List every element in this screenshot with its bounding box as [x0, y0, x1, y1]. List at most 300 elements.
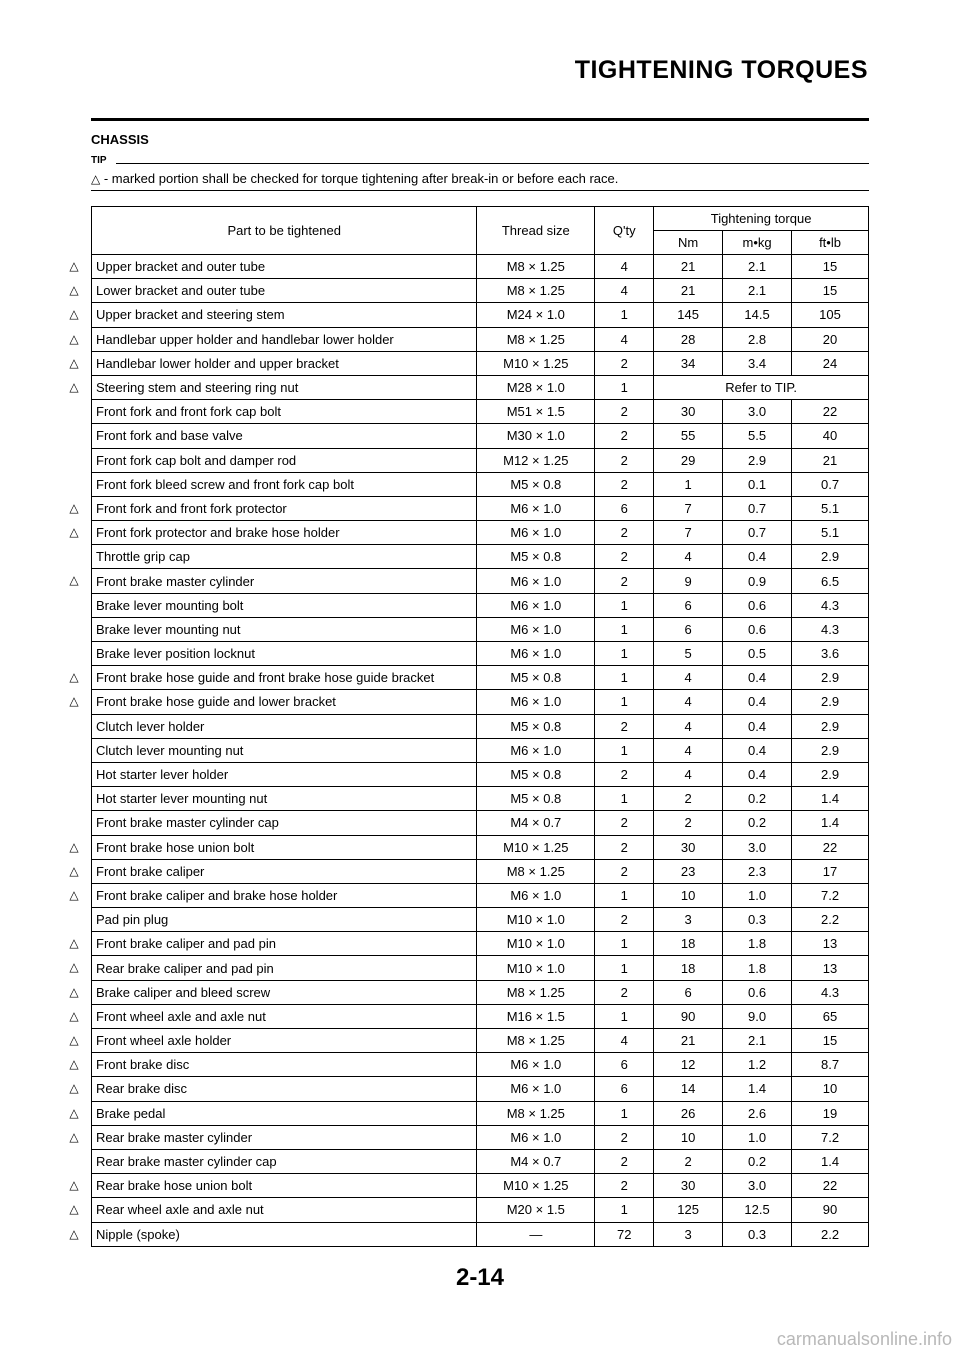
- cell-thread-size: M6 × 1.0: [477, 496, 595, 520]
- cell-thread-size: M8 × 1.25: [477, 1101, 595, 1125]
- cell-part: Brake lever position locknut: [92, 642, 477, 666]
- cell-thread-size: M8 × 1.25: [477, 859, 595, 883]
- cell-part: Brake lever mounting nut: [92, 617, 477, 641]
- cell-ftlb: 2.2: [792, 1222, 869, 1246]
- triangle-icon: △: [69, 573, 79, 588]
- cell-nm: 6: [654, 980, 723, 1004]
- triangle-icon: △: [69, 839, 79, 854]
- table-row: [92, 762, 869, 786]
- table-row: [92, 424, 869, 448]
- cell-part: Front brake caliper: [92, 859, 477, 883]
- cell-mkg: 0.7: [723, 521, 792, 545]
- mark-empty: [62, 810, 86, 834]
- table-row: [92, 593, 869, 617]
- page-number: 2-14: [455, 1264, 505, 1291]
- cell-ftlb: 24: [792, 351, 869, 375]
- cell-thread-size: M8 × 1.25: [477, 327, 595, 351]
- triangle-icon: △: [69, 887, 79, 902]
- triangle-icon: △: [69, 670, 79, 685]
- cell-nm: 28: [654, 327, 723, 351]
- table-row: [92, 690, 869, 714]
- cell-nm: 6: [654, 593, 723, 617]
- cell-part: Rear wheel axle and axle nut: [92, 1198, 477, 1222]
- cell-mkg: 2.3: [723, 859, 792, 883]
- table-row: [92, 279, 869, 303]
- cell-part: Hot starter lever holder: [92, 762, 477, 786]
- cell-thread-size: M28 × 1.0: [477, 375, 595, 399]
- triangle-icon: △: [69, 1129, 79, 1144]
- triangle-icon: △: [69, 1033, 79, 1047]
- cell-qty: 2: [595, 714, 654, 738]
- table-row: [92, 787, 869, 811]
- triangle-icon: △: [69, 379, 79, 394]
- cell-nm: 2: [654, 1149, 723, 1173]
- header-tightening-torque: Tightening torque: [654, 207, 869, 231]
- mark-empty: [62, 641, 86, 665]
- cell-thread-size: M4 × 0.7: [477, 811, 595, 835]
- cell-part: Rear brake master cylinder: [92, 1125, 477, 1149]
- cell-ftlb: 105: [792, 303, 869, 327]
- check-marks-column: [62, 254, 86, 1246]
- cell-ftlb: 22: [792, 835, 869, 859]
- tip-label: TIP: [91, 155, 107, 166]
- cell-part: Front brake hose guide and front brake hose guide bracket: [92, 666, 477, 690]
- cell-nm: 21: [654, 1029, 723, 1053]
- table-row: [92, 303, 869, 327]
- table-row: [92, 811, 869, 835]
- cell-mkg: 0.4: [723, 762, 792, 786]
- cell-qty: 2: [595, 908, 654, 932]
- cell-nm: 10: [654, 1125, 723, 1149]
- cell-thread-size: M5 × 0.8: [477, 545, 595, 569]
- cell-mkg: 0.4: [723, 666, 792, 690]
- cell-part: Handlebar lower holder and upper bracket: [92, 351, 477, 375]
- cell-qty: 2: [595, 472, 654, 496]
- triangle-icon: △: [69, 259, 79, 273]
- cell-part: Throttle grip cap: [92, 545, 477, 569]
- cell-thread-size: M6 × 1.0: [477, 642, 595, 666]
- cell-ftlb: 13: [792, 956, 869, 980]
- cell-part: Front brake master cylinder: [92, 569, 477, 593]
- cell-qty: 1: [595, 617, 654, 641]
- cell-thread-size: M10 × 1.25: [477, 1174, 595, 1198]
- table-row: [92, 932, 869, 956]
- cell-nm: 29: [654, 448, 723, 472]
- cell-part: Front wheel axle holder: [92, 1029, 477, 1053]
- cell-nm: 7: [654, 496, 723, 520]
- triangle-icon: △: [69, 1202, 79, 1217]
- cell-nm: 5: [654, 642, 723, 666]
- cell-nm: 55: [654, 424, 723, 448]
- cell-nm: 26: [654, 1101, 723, 1125]
- cell-qty: 1: [595, 1198, 654, 1222]
- triangle-icon: △: [69, 1008, 79, 1023]
- cell-mkg: 1.8: [723, 956, 792, 980]
- table-row: [92, 980, 869, 1004]
- cell-nm: 3: [654, 908, 723, 932]
- cell-ftlb: 1.4: [792, 787, 869, 811]
- cell-thread-size: M6 × 1.0: [477, 593, 595, 617]
- cell-mkg: 0.3: [723, 1222, 792, 1246]
- table-row: [92, 1029, 869, 1053]
- cell-qty: 1: [595, 932, 654, 956]
- cell-ftlb: 4.3: [792, 980, 869, 1004]
- cell-part: Front fork protector and brake hose holder: [92, 521, 477, 545]
- triangle-icon: △: [69, 1226, 79, 1241]
- cell-part: Brake lever mounting bolt: [92, 593, 477, 617]
- triangle-icon: △: [69, 960, 79, 975]
- cell-qty: 2: [595, 424, 654, 448]
- header-part: Part to be tightened: [92, 207, 477, 255]
- cell-mkg: 2.8: [723, 327, 792, 351]
- cell-ftlb: 17: [792, 859, 869, 883]
- cell-nm: 4: [654, 690, 723, 714]
- cell-thread-size: M6 × 1.0: [477, 1053, 595, 1077]
- triangle-icon: △: [69, 1178, 79, 1193]
- cell-part: Front brake disc: [92, 1053, 477, 1077]
- cell-qty: 2: [595, 811, 654, 835]
- cell-nm: 7: [654, 521, 723, 545]
- cell-thread-size: M8 × 1.25: [477, 1029, 595, 1053]
- cell-thread-size: M6 × 1.0: [477, 1125, 595, 1149]
- cell-qty: 2: [595, 448, 654, 472]
- cell-ftlb: 8.7: [792, 1053, 869, 1077]
- cell-qty: 4: [595, 255, 654, 279]
- cell-part: Front brake hose guide and lower bracket: [92, 690, 477, 714]
- cell-nm: 18: [654, 932, 723, 956]
- cell-mkg: 9.0: [723, 1004, 792, 1028]
- mark-empty: [62, 762, 86, 786]
- cell-qty: 2: [595, 545, 654, 569]
- triangle-icon: △: [69, 307, 79, 322]
- triangle-icon: △: [69, 863, 79, 878]
- cell-thread-size: M5 × 0.8: [477, 472, 595, 496]
- cell-qty: 2: [595, 762, 654, 786]
- table-row: [92, 327, 869, 351]
- cell-qty: 1: [595, 666, 654, 690]
- cell-qty: 4: [595, 1029, 654, 1053]
- cell-thread-size: M8 × 1.25: [477, 255, 595, 279]
- cell-nm: 30: [654, 400, 723, 424]
- cell-ftlb: 22: [792, 1174, 869, 1198]
- triangle-icon: △: [69, 1105, 79, 1120]
- cell-nm: 90: [654, 1004, 723, 1028]
- table-row: [92, 351, 869, 375]
- table-row: [92, 472, 869, 496]
- cell-mkg: 3.0: [723, 400, 792, 424]
- cell-thread-size: M5 × 0.8: [477, 787, 595, 811]
- cell-ftlb: 4.3: [792, 617, 869, 641]
- table-row: [92, 400, 869, 424]
- cell-thread-size: M6 × 1.0: [477, 690, 595, 714]
- cell-ftlb: 20: [792, 327, 869, 351]
- cell-mkg: 3.0: [723, 835, 792, 859]
- torque-table: [91, 206, 869, 1247]
- cell-ftlb: 15: [792, 1029, 869, 1053]
- table-row: [92, 908, 869, 932]
- cell-mkg: 2.1: [723, 255, 792, 279]
- cell-thread-size: M10 × 1.25: [477, 835, 595, 859]
- cell-note: Refer to TIP.: [654, 375, 869, 399]
- cell-qty: 1: [595, 956, 654, 980]
- cell-part: Brake pedal: [92, 1101, 477, 1125]
- cell-thread-size: M10 × 1.0: [477, 908, 595, 932]
- cell-mkg: 0.2: [723, 1149, 792, 1173]
- cell-ftlb: 7.2: [792, 1125, 869, 1149]
- cell-part: Rear brake hose union bolt: [92, 1174, 477, 1198]
- cell-nm: 30: [654, 1174, 723, 1198]
- cell-thread-size: M20 × 1.5: [477, 1198, 595, 1222]
- cell-thread-size: M5 × 0.8: [477, 762, 595, 786]
- table-row: [92, 1222, 869, 1246]
- table-row: [92, 859, 869, 883]
- cell-nm: 12: [654, 1053, 723, 1077]
- tip-body: - marked portion shall be checked for torque tightening after break-in or before each race.: [100, 171, 619, 186]
- cell-ftlb: 6.5: [792, 569, 869, 593]
- cell-qty: 2: [595, 1149, 654, 1173]
- table-row: [92, 448, 869, 472]
- cell-mkg: 0.9: [723, 569, 792, 593]
- cell-thread-size: —: [477, 1222, 595, 1246]
- cell-thread-size: M8 × 1.25: [477, 980, 595, 1004]
- cell-thread-size: M10 × 1.25: [477, 351, 595, 375]
- cell-qty: 2: [595, 400, 654, 424]
- cell-ftlb: 22: [792, 400, 869, 424]
- cell-mkg: 0.2: [723, 811, 792, 835]
- mark-empty: [62, 399, 86, 423]
- cell-thread-size: M16 × 1.5: [477, 1004, 595, 1028]
- cell-ftlb: 5.1: [792, 496, 869, 520]
- cell-part: Front fork and base valve: [92, 424, 477, 448]
- cell-qty: 1: [595, 787, 654, 811]
- table-row: [92, 738, 869, 762]
- cell-mkg: 1.0: [723, 1125, 792, 1149]
- cell-ftlb: 7.2: [792, 883, 869, 907]
- header-ftlb: ft•lb: [792, 231, 869, 255]
- cell-mkg: 5.5: [723, 424, 792, 448]
- cell-part: Front fork cap bolt and damper rod: [92, 448, 477, 472]
- cell-mkg: 0.1: [723, 472, 792, 496]
- cell-nm: 23: [654, 859, 723, 883]
- cell-thread-size: M6 × 1.0: [477, 521, 595, 545]
- cell-nm: 4: [654, 545, 723, 569]
- triangle-icon: △: [69, 1081, 79, 1096]
- cell-thread-size: M6 × 1.0: [477, 1077, 595, 1101]
- cell-qty: 1: [595, 375, 654, 399]
- cell-part: Front fork and front fork cap bolt: [92, 400, 477, 424]
- cell-qty: 1: [595, 738, 654, 762]
- cell-ftlb: 1.4: [792, 1149, 869, 1173]
- cell-nm: 10: [654, 883, 723, 907]
- header-nm: Nm: [654, 231, 723, 255]
- cell-mkg: 0.3: [723, 908, 792, 932]
- cell-qty: 2: [595, 521, 654, 545]
- mark-empty: [62, 738, 86, 762]
- mark-empty: [62, 448, 86, 472]
- tip-rule-top: [116, 163, 869, 164]
- cell-thread-size: M6 × 1.0: [477, 617, 595, 641]
- table-row: [92, 496, 869, 520]
- cell-qty: 72: [595, 1222, 654, 1246]
- cell-ftlb: 1.4: [792, 811, 869, 835]
- table-row: [92, 1125, 869, 1149]
- cell-thread-size: M8 × 1.25: [477, 279, 595, 303]
- cell-part: Handlebar upper holder and handlebar lower holder: [92, 327, 477, 351]
- cell-part: Brake caliper and bleed screw: [92, 980, 477, 1004]
- cell-qty: 2: [595, 1125, 654, 1149]
- cell-mkg: 2.1: [723, 279, 792, 303]
- cell-ftlb: 19: [792, 1101, 869, 1125]
- mark-empty: [62, 617, 86, 641]
- cell-part: Pad pin plug: [92, 908, 477, 932]
- cell-ftlb: 2.9: [792, 545, 869, 569]
- cell-ftlb: 5.1: [792, 521, 869, 545]
- cell-ftlb: 15: [792, 255, 869, 279]
- cell-mkg: 0.2: [723, 787, 792, 811]
- triangle-icon: △: [69, 283, 79, 298]
- cell-part: Front wheel axle and axle nut: [92, 1004, 477, 1028]
- cell-part: Clutch lever mounting nut: [92, 738, 477, 762]
- cell-part: Upper bracket and steering stem: [92, 303, 477, 327]
- cell-part: Front brake caliper and pad pin: [92, 932, 477, 956]
- table-row: [92, 1004, 869, 1028]
- table-row: [92, 1077, 869, 1101]
- cell-nm: 6: [654, 617, 723, 641]
- cell-nm: 4: [654, 666, 723, 690]
- cell-nm: 34: [654, 351, 723, 375]
- tip-rule-bottom: [91, 190, 869, 191]
- cell-nm: 4: [654, 738, 723, 762]
- cell-mkg: 0.4: [723, 714, 792, 738]
- cell-nm: 2: [654, 811, 723, 835]
- cell-thread-size: M30 × 1.0: [477, 424, 595, 448]
- cell-mkg: 12.5: [723, 1198, 792, 1222]
- table-row: [92, 642, 869, 666]
- cell-qty: 1: [595, 883, 654, 907]
- triangle-icon: △: [69, 500, 79, 515]
- cell-nm: 125: [654, 1198, 723, 1222]
- cell-qty: 2: [595, 569, 654, 593]
- table-row: [92, 1101, 869, 1125]
- table-row: [92, 956, 869, 980]
- cell-qty: 1: [595, 593, 654, 617]
- cell-mkg: 0.6: [723, 980, 792, 1004]
- cell-ftlb: 2.9: [792, 738, 869, 762]
- cell-mkg: 2.1: [723, 1029, 792, 1053]
- cell-qty: 6: [595, 1077, 654, 1101]
- cell-nm: 2: [654, 787, 723, 811]
- cell-ftlb: 4.3: [792, 593, 869, 617]
- cell-ftlb: 2.9: [792, 666, 869, 690]
- cell-part: Rear brake caliper and pad pin: [92, 956, 477, 980]
- mark-empty: [62, 472, 86, 496]
- cell-qty: 4: [595, 327, 654, 351]
- cell-ftlb: 40: [792, 424, 869, 448]
- cell-mkg: 14.5: [723, 303, 792, 327]
- cell-ftlb: 2.9: [792, 690, 869, 714]
- cell-mkg: 0.6: [723, 593, 792, 617]
- cell-qty: 6: [595, 1053, 654, 1077]
- triangle-icon: △: [69, 525, 79, 540]
- cell-mkg: 0.4: [723, 545, 792, 569]
- cell-qty: 4: [595, 279, 654, 303]
- cell-mkg: 1.0: [723, 883, 792, 907]
- cell-ftlb: 21: [792, 448, 869, 472]
- mark-empty: [62, 423, 86, 447]
- table-row: [92, 521, 869, 545]
- mark-empty: [62, 907, 86, 931]
- table-row: [92, 666, 869, 690]
- table-row: [92, 1174, 869, 1198]
- cell-mkg: 3.4: [723, 351, 792, 375]
- cell-mkg: 0.6: [723, 617, 792, 641]
- table-row: [92, 1149, 869, 1173]
- cell-nm: 14: [654, 1077, 723, 1101]
- table-row: [92, 883, 869, 907]
- cell-part: Front fork bleed screw and front fork cap bolt: [92, 472, 477, 496]
- cell-qty: 1: [595, 1004, 654, 1028]
- cell-thread-size: M5 × 0.8: [477, 714, 595, 738]
- cell-thread-size: M4 × 0.7: [477, 1149, 595, 1173]
- triangle-icon: △: [69, 936, 79, 951]
- tip-text: [91, 171, 618, 186]
- cell-thread-size: M10 × 1.0: [477, 956, 595, 980]
- table-row: [92, 569, 869, 593]
- cell-qty: 2: [595, 1174, 654, 1198]
- cell-qty: 1: [595, 303, 654, 327]
- cell-qty: 1: [595, 690, 654, 714]
- cell-part: Front brake caliper and brake hose holder: [92, 883, 477, 907]
- table-row: [92, 714, 869, 738]
- mark-empty: [62, 714, 86, 738]
- cell-nm: 21: [654, 279, 723, 303]
- table-row: [92, 545, 869, 569]
- cell-ftlb: 90: [792, 1198, 869, 1222]
- cell-part: Rear brake disc: [92, 1077, 477, 1101]
- watermark: carmanualsonline.info: [776, 1329, 952, 1349]
- cell-mkg: 0.7: [723, 496, 792, 520]
- cell-mkg: 0.4: [723, 690, 792, 714]
- table-row: [92, 255, 869, 279]
- cell-qty: 2: [595, 980, 654, 1004]
- cell-qty: 2: [595, 351, 654, 375]
- section-heading: CHASSIS: [91, 132, 149, 147]
- cell-part: Upper bracket and outer tube: [92, 255, 477, 279]
- cell-thread-size: M6 × 1.0: [477, 883, 595, 907]
- cell-qty: 2: [595, 835, 654, 859]
- cell-part: Nipple (spoke): [92, 1222, 477, 1246]
- triangle-icon: △: [91, 172, 101, 186]
- cell-thread-size: M10 × 1.0: [477, 932, 595, 956]
- cell-mkg: 0.5: [723, 642, 792, 666]
- cell-mkg: 0.4: [723, 738, 792, 762]
- mark-empty: [62, 593, 86, 617]
- cell-thread-size: M5 × 0.8: [477, 666, 595, 690]
- mark-empty: [62, 786, 86, 810]
- cell-nm: 3: [654, 1222, 723, 1246]
- cell-part: Hot starter lever mounting nut: [92, 787, 477, 811]
- triangle-icon: △: [69, 984, 79, 999]
- cell-ftlb: 2.2: [792, 908, 869, 932]
- cell-part: Front fork and front fork protector: [92, 496, 477, 520]
- cell-nm: 4: [654, 714, 723, 738]
- table-row: [92, 1053, 869, 1077]
- cell-mkg: 2.9: [723, 448, 792, 472]
- cell-part: Front brake hose union bolt: [92, 835, 477, 859]
- header-thread-size: Thread size: [477, 207, 595, 255]
- cell-thread-size: M51 × 1.5: [477, 400, 595, 424]
- triangle-icon: △: [69, 694, 79, 709]
